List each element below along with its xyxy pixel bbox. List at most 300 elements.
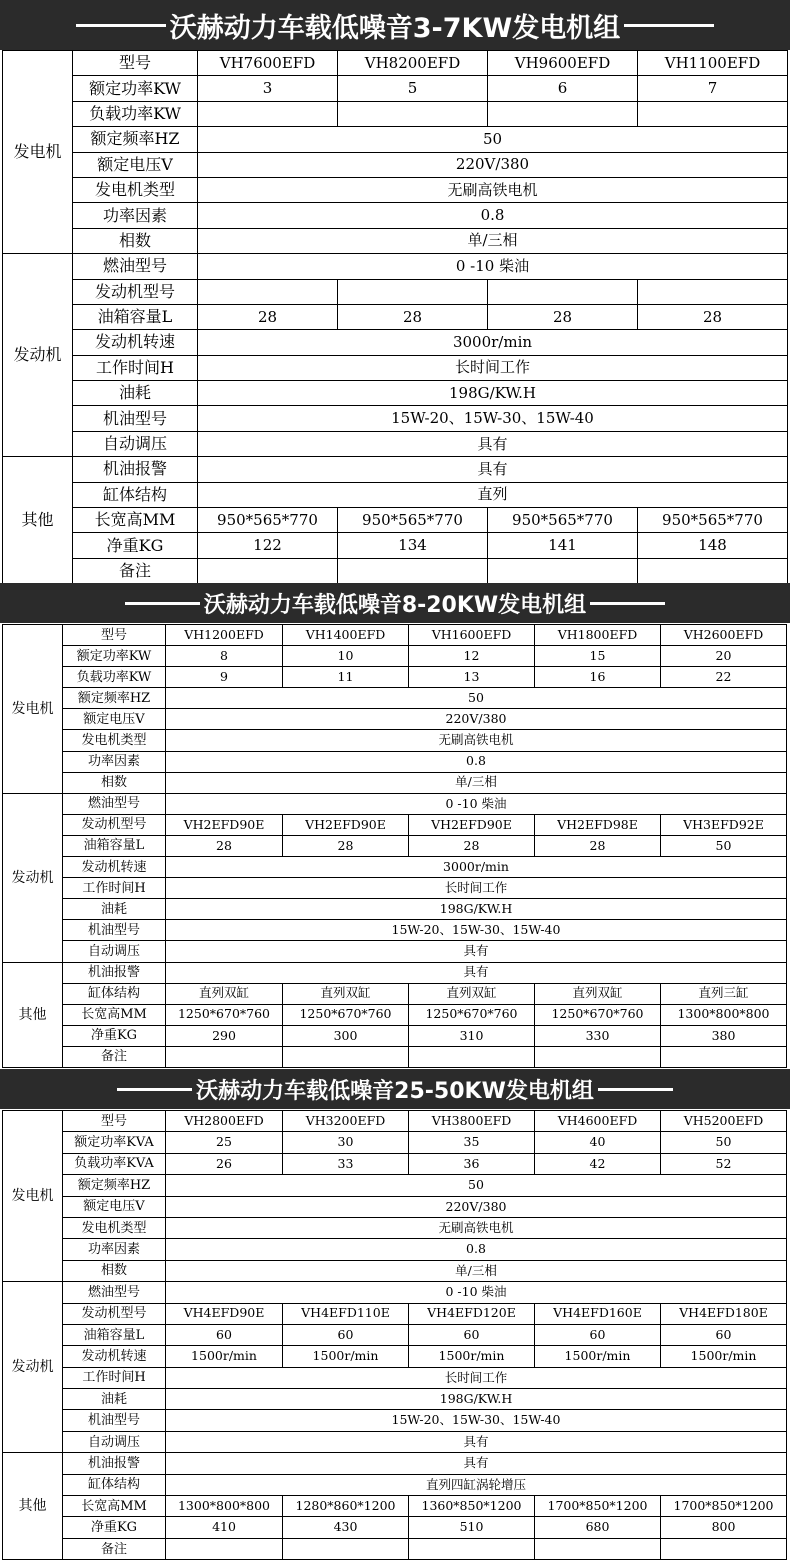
section-3-title: 沃赫动力车载低噪音25-50KW发电机组 [196,1078,594,1104]
spec-row [3,51,788,76]
value-cell: 50 [661,1132,787,1153]
spec-row [3,1239,787,1260]
row-label: 长宽高MM [73,508,198,533]
section-1-spec-table [2,50,788,584]
value-cell: 52 [661,1153,787,1174]
value-cell: VH5200EFD [661,1111,787,1132]
value-cell: VH4EFD90E [166,1303,283,1324]
row-label: 额定电压V [63,1196,166,1217]
section-1-banner [0,0,790,50]
spec-row [3,1367,787,1388]
row-label: 发动机型号 [63,1303,166,1324]
spec-row [3,254,788,279]
value-cell: 5 [338,76,488,101]
row-label: 额定功率KW [63,646,166,667]
value-cell: 42 [535,1153,661,1174]
value-cell: 28 [535,835,661,856]
spec-row [3,228,788,253]
value-cell: VH1100EFD [638,51,788,76]
merged-value-cell: 无刷高铁电机 [166,730,787,751]
group-label-generator: 发电机 [3,51,73,254]
row-label: 发电机类型 [73,177,198,202]
row-label: 工作时间H [63,1367,166,1388]
value-cell: 15 [535,646,661,667]
row-label: 型号 [73,51,198,76]
spec-row [3,431,788,456]
spec-row [3,1046,787,1067]
spec-row [3,1196,787,1217]
spec-row [3,1496,787,1517]
row-label: 发电机类型 [63,1217,166,1238]
row-label: 缸体结构 [63,983,166,1004]
value-cell [488,101,638,126]
spec-row [3,1389,787,1410]
row-label: 相数 [73,228,198,253]
value-cell: VH1800EFD [535,625,661,646]
spec-row [3,279,788,304]
value-cell [661,1046,787,1067]
value-cell: 1360*850*1200 [409,1496,535,1517]
spec-row [3,76,788,101]
spec-row [3,962,787,983]
value-cell [166,1538,283,1559]
spec-row [3,878,787,899]
spec-row [3,1346,787,1367]
banner-dash-left [117,1088,192,1091]
spec-row [3,772,787,793]
value-cell [638,558,788,583]
merged-value-cell: 50 [198,127,788,152]
row-label: 长宽高MM [63,1004,166,1025]
row-label: 额定电压V [63,709,166,730]
value-cell: 1280*860*1200 [283,1496,409,1517]
value-cell: VH2600EFD [661,625,787,646]
merged-value-cell: 50 [166,688,787,709]
value-cell: 16 [535,667,661,688]
spec-row [3,983,787,1004]
spec-row [3,101,788,126]
merged-value-cell: 0 -10 柴油 [166,793,787,814]
row-label: 燃油型号 [73,254,198,279]
merged-value-cell: 具有 [166,1453,787,1474]
row-label: 油耗 [73,381,198,406]
row-label: 额定功率KW [73,76,198,101]
row-label: 净重KG [73,533,198,558]
value-cell: VH3200EFD [283,1111,409,1132]
spec-row [3,688,787,709]
merged-value-cell: 0.8 [166,1239,787,1260]
merged-value-cell: 220V/380 [166,1196,787,1217]
row-label: 发动机转速 [63,857,166,878]
row-label: 负载功率KW [73,101,198,126]
row-label: 燃油型号 [63,793,166,814]
value-cell: VH2EFD98E [535,814,661,835]
value-cell [198,558,338,583]
row-label: 相数 [63,772,166,793]
row-label: 负载功率KW [63,667,166,688]
value-cell: 134 [338,533,488,558]
row-label: 油箱容量L [63,835,166,856]
value-cell: 122 [198,533,338,558]
value-cell [338,101,488,126]
row-label: 油箱容量L [63,1324,166,1345]
spec-row [3,625,787,646]
section-2-title: 沃赫动力车载低噪音8-20KW发电机组 [203,592,587,618]
section-2-spec-table [2,624,787,1068]
merged-value-cell: 15W-20、15W-30、15W-40 [166,1410,787,1431]
merged-value-cell: 长时间工作 [166,878,787,899]
banner-dash-right [598,1088,673,1091]
merged-value-cell: 50 [166,1175,787,1196]
value-cell: 300 [283,1025,409,1046]
spec-row [3,406,788,431]
row-label: 发动机型号 [73,279,198,304]
spec-row [3,814,787,835]
spec-row [3,533,788,558]
row-label: 型号 [63,625,166,646]
spec-row [3,482,788,507]
spec-row [3,1282,787,1303]
section-1-title: 沃赫动力车载低噪音3-7KW发电机组 [169,12,621,44]
value-cell: 1500r/min [166,1346,283,1367]
spec-row [3,751,787,772]
row-label: 机油型号 [63,920,166,941]
value-cell: VH4EFD110E [283,1303,409,1324]
spec-row [3,1453,787,1474]
value-cell: 330 [535,1025,661,1046]
spec-row [3,1303,787,1324]
value-cell: VH2EFD90E [409,814,535,835]
value-cell [535,1046,661,1067]
value-cell: 6 [488,76,638,101]
value-cell: 1250*670*760 [283,1004,409,1025]
value-cell: VH9600EFD [488,51,638,76]
value-cell: 26 [166,1153,283,1174]
value-cell: 410 [166,1517,283,1538]
value-cell: 60 [409,1324,535,1345]
merged-value-cell: 15W-20、15W-30、15W-40 [198,406,788,431]
row-label: 功率因素 [63,751,166,772]
row-label: 油耗 [63,899,166,920]
value-cell: VH1600EFD [409,625,535,646]
value-cell: 1500r/min [661,1346,787,1367]
spec-row [3,1324,787,1345]
spec-row [3,835,787,856]
merged-value-cell: 单/三相 [166,1260,787,1281]
value-cell: 28 [198,304,338,329]
group-label-engine: 发动机 [3,793,63,962]
value-cell: 直列双缸 [409,983,535,1004]
value-cell: 30 [283,1132,409,1153]
value-cell: 290 [166,1025,283,1046]
row-label: 功率因素 [73,203,198,228]
value-cell: 33 [283,1153,409,1174]
value-cell: 141 [488,533,638,558]
merged-value-cell: 具有 [166,962,787,983]
value-cell: VH2EFD90E [166,814,283,835]
merged-value-cell: 198G/KW.H [198,381,788,406]
value-cell: 950*565*770 [488,508,638,533]
row-label: 额定功率KVA [63,1132,166,1153]
group-label-other: 其他 [3,1453,63,1560]
merged-value-cell: 0 -10 柴油 [166,1282,787,1303]
value-cell: 35 [409,1132,535,1153]
value-cell: 10 [283,646,409,667]
value-cell: 310 [409,1025,535,1046]
row-label: 备注 [63,1538,166,1559]
value-cell: 1500r/min [283,1346,409,1367]
row-label: 型号 [63,1111,166,1132]
row-label: 发动机转速 [73,330,198,355]
spec-row [3,152,788,177]
value-cell [283,1046,409,1067]
row-label: 发电机类型 [63,730,166,751]
merged-value-cell: 长时间工作 [198,355,788,380]
value-cell: 直列双缸 [283,983,409,1004]
row-label: 长宽高MM [63,1496,166,1517]
value-cell [409,1538,535,1559]
row-label: 额定频率HZ [63,1175,166,1196]
value-cell [166,1046,283,1067]
spec-row [3,899,787,920]
spec-row [3,177,788,202]
spec-row [3,1111,787,1132]
value-cell: VH1200EFD [166,625,283,646]
row-label: 油耗 [63,1389,166,1410]
row-label: 净重KG [63,1025,166,1046]
spec-row [3,709,787,730]
value-cell: 1500r/min [409,1346,535,1367]
value-cell: 28 [638,304,788,329]
value-cell: 950*565*770 [198,508,338,533]
value-cell: 950*565*770 [338,508,488,533]
value-cell: 950*565*770 [638,508,788,533]
row-label: 备注 [73,558,198,583]
spec-row [3,646,787,667]
spec-row [3,730,787,751]
value-cell: 1250*670*760 [535,1004,661,1025]
row-label: 机油报警 [73,457,198,482]
row-label: 机油报警 [63,962,166,983]
value-cell: 3 [198,76,338,101]
row-label: 净重KG [63,1517,166,1538]
merged-value-cell: 单/三相 [166,772,787,793]
banner-dash-right [590,602,665,605]
value-cell: 380 [661,1025,787,1046]
spec-row [3,355,788,380]
row-label: 机油型号 [73,406,198,431]
value-cell: VH4EFD120E [409,1303,535,1324]
merged-value-cell: 3000r/min [166,857,787,878]
spec-row [3,857,787,878]
value-cell: 28 [283,835,409,856]
value-cell: 800 [661,1517,787,1538]
merged-value-cell: 具有 [198,431,788,456]
value-cell: 直列三缸 [661,983,787,1004]
value-cell [638,101,788,126]
group-label-other: 其他 [3,457,73,584]
value-cell [283,1538,409,1559]
value-cell: 36 [409,1153,535,1174]
value-cell: VH3800EFD [409,1111,535,1132]
value-cell: 28 [488,304,638,329]
value-cell: VH4600EFD [535,1111,661,1132]
merged-value-cell: 198G/KW.H [166,1389,787,1410]
merged-value-cell: 直列 [198,482,788,507]
value-cell: 50 [661,835,787,856]
merged-value-cell: 220V/380 [166,709,787,730]
value-cell: 1300*800*800 [661,1004,787,1025]
value-cell: 1250*670*760 [409,1004,535,1025]
row-label: 机油型号 [63,1410,166,1431]
row-label: 相数 [63,1260,166,1281]
merged-value-cell: 15W-20、15W-30、15W-40 [166,920,787,941]
spec-row [3,1538,787,1559]
group-label-generator: 发电机 [3,1111,63,1282]
merged-value-cell: 3000r/min [198,330,788,355]
row-label: 燃油型号 [63,1282,166,1303]
group-label-engine: 发动机 [3,1282,63,1453]
group-label-generator: 发电机 [3,625,63,794]
spec-row [3,330,788,355]
value-cell [198,279,338,304]
merged-value-cell: 0.8 [166,751,787,772]
spec-row [3,941,787,962]
spec-row [3,457,788,482]
banner-dash-left [125,602,200,605]
value-cell: 430 [283,1517,409,1538]
value-cell: 60 [535,1324,661,1345]
spec-row [3,1474,787,1495]
value-cell: 22 [661,667,787,688]
value-cell: 28 [338,304,488,329]
value-cell: VH7600EFD [198,51,338,76]
spec-row [3,127,788,152]
value-cell: 1700*850*1200 [661,1496,787,1517]
section-2-banner [0,583,790,623]
spec-row [3,1517,787,1538]
value-cell [338,558,488,583]
banner-dash-left [76,24,166,27]
value-cell: 1300*800*800 [166,1496,283,1517]
merged-value-cell: 直列四缸涡轮增压 [166,1474,787,1495]
spec-row [3,203,788,228]
value-cell: 直列双缸 [166,983,283,1004]
merged-value-cell: 198G/KW.H [166,899,787,920]
value-cell [488,558,638,583]
value-cell: 680 [535,1517,661,1538]
spec-row [3,667,787,688]
section-3-banner [0,1069,790,1109]
spec-row [3,1175,787,1196]
merged-value-cell: 具有 [198,457,788,482]
value-cell [198,101,338,126]
value-cell: 1500r/min [535,1346,661,1367]
merged-value-cell: 220V/380 [198,152,788,177]
spec-row [3,508,788,533]
row-label: 机油报警 [63,1453,166,1474]
value-cell: VH8200EFD [338,51,488,76]
spec-row [3,304,788,329]
spec-row [3,793,787,814]
row-label: 缸体结构 [73,482,198,507]
merged-value-cell: 无刷高铁电机 [198,177,788,202]
value-cell: 1700*850*1200 [535,1496,661,1517]
value-cell: VH1400EFD [283,625,409,646]
value-cell: 1250*670*760 [166,1004,283,1025]
row-label: 自动调压 [73,431,198,456]
spec-row [3,1132,787,1153]
value-cell [409,1046,535,1067]
spec-row [3,920,787,941]
value-cell: VH3EFD92E [661,814,787,835]
row-label: 自动调压 [63,1431,166,1452]
value-cell [661,1538,787,1559]
spec-row [3,1410,787,1431]
value-cell: 8 [166,646,283,667]
value-cell: 28 [166,835,283,856]
value-cell: 12 [409,646,535,667]
row-label: 工作时间H [73,355,198,380]
value-cell: 7 [638,76,788,101]
merged-value-cell: 0.8 [198,203,788,228]
value-cell: 25 [166,1132,283,1153]
value-cell: 40 [535,1132,661,1153]
value-cell: VH4EFD160E [535,1303,661,1324]
value-cell: 28 [409,835,535,856]
value-cell [488,279,638,304]
row-label: 功率因素 [63,1239,166,1260]
value-cell: VH4EFD180E [661,1303,787,1324]
group-label-engine: 发动机 [3,254,73,457]
value-cell: 60 [661,1324,787,1345]
row-label: 额定频率HZ [63,688,166,709]
value-cell [338,279,488,304]
value-cell: 11 [283,667,409,688]
value-cell [638,279,788,304]
spec-row [3,1431,787,1452]
section-3-spec-table [2,1110,787,1560]
spec-row [3,1217,787,1238]
spec-row [3,1025,787,1046]
value-cell: 直列双缸 [535,983,661,1004]
row-label: 发动机转速 [63,1346,166,1367]
value-cell: 510 [409,1517,535,1538]
value-cell [535,1538,661,1559]
spec-row [3,1004,787,1025]
merged-value-cell: 长时间工作 [166,1367,787,1388]
merged-value-cell: 具有 [166,1431,787,1452]
merged-value-cell: 0 -10 柴油 [198,254,788,279]
spec-row [3,558,788,583]
value-cell: 60 [283,1324,409,1345]
row-label: 缸体结构 [63,1474,166,1495]
spec-row [3,381,788,406]
row-label: 自动调压 [63,941,166,962]
merged-value-cell: 具有 [166,941,787,962]
value-cell: 13 [409,667,535,688]
group-label-other: 其他 [3,962,63,1067]
spec-row [3,1153,787,1174]
merged-value-cell: 无刷高铁电机 [166,1217,787,1238]
row-label: 发动机型号 [63,814,166,835]
row-label: 负载功率KVA [63,1153,166,1174]
row-label: 额定电压V [73,152,198,177]
value-cell: VH2800EFD [166,1111,283,1132]
value-cell: VH2EFD90E [283,814,409,835]
row-label: 工作时间H [63,878,166,899]
value-cell: 9 [166,667,283,688]
